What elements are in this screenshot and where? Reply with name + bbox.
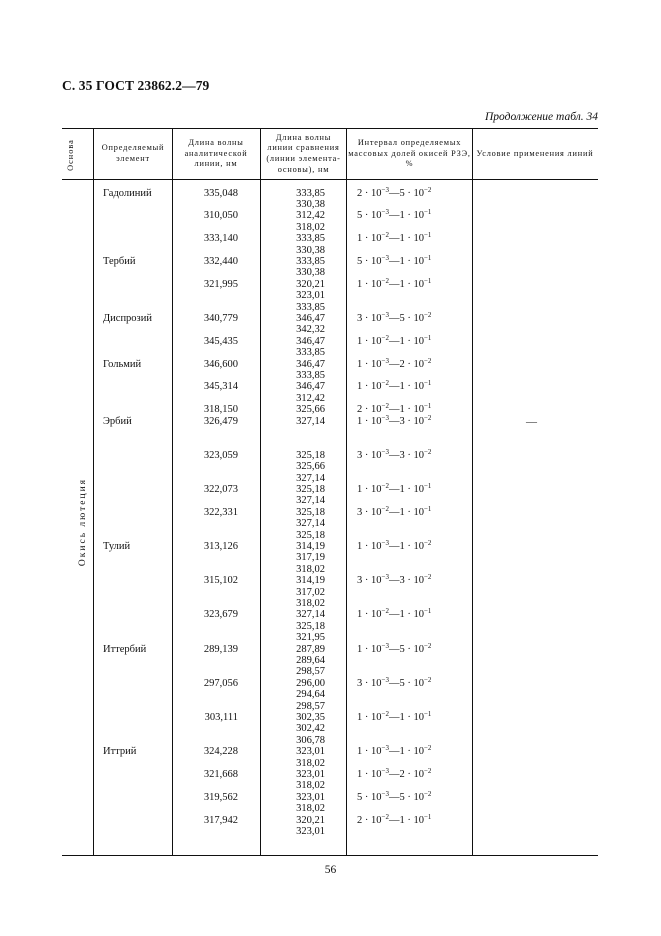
interval-range: $1 \cdot 10^{-3}—3 \cdot 10^{-2}$ [357, 413, 432, 427]
comparison-wavelength: 333,85 [296, 255, 325, 267]
interval-range: $1 \cdot 10^{-3}—1 \cdot 10^{-2}$ [357, 538, 432, 552]
analytic-wavelength: 315,102 [203, 575, 238, 587]
interval-exponent: −1 [423, 504, 432, 513]
interval-exponent: −2 [381, 231, 389, 240]
interval-coefficient: 2 [399, 768, 405, 780]
interval-range: $2 \cdot 10^{-2}—1 \cdot 10^{-1}$ [357, 812, 432, 826]
analytic-wavelength: 345,314 [203, 381, 238, 393]
interval-coefficient: 1 [399, 233, 405, 245]
interval-coefficient: 5 [399, 643, 405, 655]
interval-coefficient: 3 [357, 677, 363, 689]
analytic-wavelength: 289,139 [203, 643, 238, 655]
analytic-wavelength: 322,331 [203, 506, 238, 518]
interval-exponent: −1 [423, 812, 432, 821]
interval-range: $3 \cdot 10^{-3}—3 \cdot 10^{-2}$ [357, 447, 432, 461]
interval-range: $3 \cdot 10^{-3}—5 \cdot 10^{-2}$ [357, 310, 432, 324]
comparison-wavelength: 320,21 [296, 814, 325, 826]
interval-coefficient: 1 [399, 540, 405, 552]
interval-exponent: −3 [381, 573, 389, 582]
analytic-wavelength: 313,126 [203, 540, 238, 552]
page-header: С. 35 ГОСТ 23862.2—79 [62, 78, 210, 93]
interval-exponent: −1 [423, 709, 432, 718]
comparison-wavelength: 333,85 [296, 233, 325, 245]
comparison-wavelength: 327,14 [296, 518, 325, 530]
interval-exponent: −3 [381, 253, 389, 262]
interval-exponent: −1 [423, 208, 432, 217]
interval-coefficient: 1 [399, 404, 405, 416]
comparison-wavelength: 298,57 [296, 700, 325, 712]
comparison-wavelength: 320,21 [296, 278, 325, 290]
analytic-wavelength: 318,150 [203, 404, 238, 416]
comparison-wavelength: 325,18 [296, 483, 325, 495]
comparison-wavelength: 330,38 [296, 198, 325, 210]
comparison-wavelength: 325,66 [296, 461, 325, 473]
table-continuation-label: Продолжение табл. 34 [485, 111, 598, 123]
interval-coefficient: 1 [357, 540, 363, 552]
analytic-wavelength: 319,562 [203, 791, 238, 803]
comparison-wavelength: 302,35 [296, 711, 325, 723]
interval-range: $1 \cdot 10^{-2}—1 \cdot 10^{-1}$ [357, 276, 432, 290]
column-header-element: Определяемый элемент [101, 143, 165, 163]
comparison-wavelength: 330,38 [296, 267, 325, 279]
interval-range: $1 \cdot 10^{-3}—1 \cdot 10^{-2}$ [357, 744, 432, 758]
interval-exponent: −1 [423, 253, 432, 262]
interval-exponent: −3 [381, 641, 389, 650]
interval-coefficient: 3 [399, 415, 405, 427]
analytic-wavelength: 332,440 [203, 255, 238, 267]
interval-exponent: −1 [423, 402, 432, 411]
column-divider [346, 128, 347, 856]
interval-exponent: −3 [381, 413, 389, 422]
analytic-wavelength: 323,059 [203, 449, 238, 461]
interval-exponent: −3 [381, 789, 389, 798]
element-name: Гольмий [103, 358, 142, 370]
comparison-wavelength: 296,00 [296, 677, 325, 689]
interval-exponent: −3 [381, 447, 389, 456]
interval-coefficient: 1 [357, 358, 363, 370]
interval-range: $5 \cdot 10^{-3}—1 \cdot 10^{-1}$ [357, 253, 432, 267]
interval-range: $2 \cdot 10^{-3}—5 \cdot 10^{-2}$ [357, 185, 432, 199]
analytic-wavelength: 310,050 [203, 210, 238, 222]
interval-range: $1 \cdot 10^{-3}—2 \cdot 10^{-2}$ [357, 356, 432, 370]
comparison-wavelength: 317,19 [296, 552, 325, 564]
element-name: Тербий [103, 255, 136, 267]
interval-exponent: −2 [423, 789, 432, 798]
comparison-wavelength: 333,85 [296, 369, 325, 381]
analytic-wavelength: 297,056 [203, 677, 238, 689]
interval-coefficient: 1 [357, 643, 363, 655]
analytic-wavelength: 323,679 [203, 609, 238, 621]
comparison-wavelength: 333,85 [296, 301, 325, 313]
interval-exponent: −3 [381, 208, 389, 217]
comparison-wavelength: 323,01 [296, 825, 325, 837]
comparison-wavelength: 298,57 [296, 666, 325, 678]
element-name: Иттербий [103, 643, 147, 655]
interval-exponent: −2 [381, 481, 389, 490]
comparison-wavelength: 314,19 [296, 575, 325, 587]
comparison-wavelength: 327,14 [296, 609, 325, 621]
comparison-wavelength: 325,66 [296, 404, 325, 416]
analytic-wavelength: 345,435 [203, 335, 238, 347]
comparison-wavelength: 325,18 [296, 529, 325, 541]
comparison-wavelength: 318,02 [296, 780, 325, 792]
comparison-wavelength: 323,01 [296, 290, 325, 302]
interval-coefficient: 2 [357, 814, 363, 826]
comparison-wavelength: 317,02 [296, 586, 325, 598]
interval-coefficient: 1 [357, 233, 363, 245]
interval-range: $3 \cdot 10^{-3}—3 \cdot 10^{-2}$ [357, 573, 432, 587]
interval-coefficient: 1 [357, 415, 363, 427]
interval-coefficient: 3 [357, 449, 363, 461]
interval-exponent: −2 [423, 573, 432, 582]
comparison-wavelength: 346,47 [296, 335, 325, 347]
interval-range: $5 \cdot 10^{-3}—5 \cdot 10^{-2}$ [357, 789, 432, 803]
comparison-wavelength: 327,14 [296, 415, 325, 427]
column-header-analytic-line: Длина волны аналитической линии, нм [184, 138, 248, 169]
interval-range: $3 \cdot 10^{-2}—1 \cdot 10^{-1}$ [357, 504, 432, 518]
interval-coefficient: 1 [399, 210, 405, 222]
interval-exponent: −1 [423, 276, 432, 285]
comparison-wavelength: 318,02 [296, 803, 325, 815]
column-divider [172, 128, 173, 856]
interval-range: $1 \cdot 10^{-2}—1 \cdot 10^{-1}$ [357, 231, 432, 245]
interval-exponent: −1 [423, 231, 432, 240]
comparison-wavelength: 306,78 [296, 734, 325, 746]
comparison-wavelength: 327,14 [296, 495, 325, 507]
analytic-wavelength: 335,048 [203, 187, 238, 199]
interval-exponent: −3 [381, 356, 389, 365]
analytic-wavelength: 346,600 [203, 358, 238, 370]
interval-coefficient: 5 [357, 791, 363, 803]
interval-coefficient: 5 [357, 255, 363, 267]
comparison-wavelength: 318,02 [296, 563, 325, 575]
comparison-wavelength: 330,38 [296, 244, 325, 256]
comparison-wavelength: 302,42 [296, 723, 325, 735]
interval-coefficient: 3 [357, 506, 363, 518]
interval-coefficient: 3 [357, 575, 363, 587]
comparison-wavelength: 321,95 [296, 632, 325, 644]
interval-exponent: −2 [381, 607, 389, 616]
interval-range: $1 \cdot 10^{-2}—1 \cdot 10^{-1}$ [357, 709, 432, 723]
element-name: Диспрозий [103, 312, 152, 324]
comparison-wavelength: 333,85 [296, 347, 325, 359]
interval-coefficient: 3 [399, 575, 405, 587]
table-bottom-rule [62, 855, 598, 856]
comparison-wavelength: 323,01 [296, 746, 325, 758]
interval-coefficient: 5 [357, 210, 363, 222]
interval-range: $1 \cdot 10^{-3}—2 \cdot 10^{-2}$ [357, 766, 432, 780]
analytic-wavelength: 324,228 [203, 746, 238, 758]
interval-coefficient: 1 [399, 381, 405, 393]
interval-coefficient: 5 [399, 677, 405, 689]
page-number: 56 [324, 864, 337, 876]
interval-exponent: −3 [381, 744, 389, 753]
interval-exponent: −2 [381, 709, 389, 718]
interval-exponent: −3 [381, 310, 389, 319]
interval-exponent: −2 [423, 185, 432, 194]
interval-range: $3 \cdot 10^{-3}—5 \cdot 10^{-2}$ [357, 675, 432, 689]
interval-exponent: −2 [423, 538, 432, 547]
interval-coefficient: 1 [399, 506, 405, 518]
interval-exponent: −2 [423, 413, 432, 422]
interval-range: $5 \cdot 10^{-3}—1 \cdot 10^{-1}$ [357, 208, 432, 222]
interval-range: $1 \cdot 10^{-3}—5 \cdot 10^{-2}$ [357, 641, 432, 655]
base-material: Окись лютеция [78, 477, 88, 567]
interval-exponent: −2 [423, 744, 432, 753]
interval-range: $1 \cdot 10^{-2}—1 \cdot 10^{-1}$ [357, 333, 432, 347]
interval-coefficient: 1 [357, 335, 363, 347]
element-name: Гадолиний [103, 187, 152, 199]
interval-exponent: −3 [381, 675, 389, 684]
interval-coefficient: 1 [357, 711, 363, 723]
interval-range: $1 \cdot 10^{-2}—1 \cdot 10^{-1}$ [357, 379, 432, 393]
interval-coefficient: 1 [357, 278, 363, 290]
comparison-wavelength: 318,02 [296, 757, 325, 769]
column-header-condition: Условие применения линий [476, 148, 594, 158]
column-header-comparison-line: Длина волны линии сравнения (линии элемента-основы), нм [266, 132, 341, 174]
interval-exponent: −2 [381, 379, 389, 388]
interval-exponent: −1 [423, 379, 432, 388]
interval-exponent: −2 [381, 812, 389, 821]
interval-exponent: −2 [381, 276, 389, 285]
interval-coefficient: 1 [399, 746, 405, 758]
comparison-wavelength: 346,47 [296, 312, 325, 324]
interval-coefficient: 1 [399, 711, 405, 723]
analytic-wavelength: 340,779 [203, 312, 238, 324]
comparison-wavelength: 323,01 [296, 768, 325, 780]
interval-exponent: −2 [381, 504, 389, 513]
interval-coefficient: 1 [399, 814, 405, 826]
interval-range: $1 \cdot 10^{-2}—1 \cdot 10^{-1}$ [357, 481, 432, 495]
interval-coefficient: 1 [357, 609, 363, 621]
interval-exponent: −2 [423, 675, 432, 684]
interval-coefficient: 1 [399, 483, 405, 495]
comparison-wavelength: 314,19 [296, 540, 325, 552]
interval-exponent: −2 [423, 356, 432, 365]
interval-coefficient: 2 [357, 404, 363, 416]
interval-coefficient: 1 [399, 335, 405, 347]
comparison-wavelength: 323,01 [296, 791, 325, 803]
interval-coefficient: 1 [357, 768, 363, 780]
comparison-wavelength: 327,14 [296, 472, 325, 484]
interval-coefficient: 3 [357, 312, 363, 324]
analytic-wavelength: 321,668 [203, 768, 238, 780]
interval-exponent: −2 [423, 766, 432, 775]
interval-range: $2 \cdot 10^{-2}—1 \cdot 10^{-1}$ [357, 402, 432, 416]
column-divider [260, 128, 261, 856]
comparison-wavelength: 318,02 [296, 221, 325, 233]
interval-exponent: −2 [381, 333, 389, 342]
interval-coefficient: 2 [357, 187, 363, 199]
analytic-wavelength: 326,479 [203, 415, 238, 427]
table-top-rule [62, 128, 598, 129]
comparison-wavelength: 342,32 [296, 324, 325, 336]
analytic-wavelength: 322,073 [203, 483, 238, 495]
analytic-wavelength: 317,942 [203, 814, 238, 826]
comparison-wavelength: 333,85 [296, 187, 325, 199]
comparison-wavelength: 312,42 [296, 210, 325, 222]
element-name: Иттрий [103, 746, 137, 758]
comparison-wavelength: 287,89 [296, 643, 325, 655]
interval-coefficient: 1 [399, 609, 405, 621]
interval-coefficient: 1 [357, 746, 363, 758]
interval-exponent: −3 [381, 185, 389, 194]
interval-exponent: −3 [381, 538, 389, 547]
interval-coefficient: 5 [399, 187, 405, 199]
column-divider [472, 128, 473, 856]
interval-coefficient: 5 [399, 312, 405, 324]
interval-exponent: −2 [423, 447, 432, 456]
interval-exponent: −1 [423, 607, 432, 616]
analytic-wavelength: 333,140 [203, 233, 238, 245]
interval-coefficient: 5 [399, 791, 405, 803]
condition-value: — [526, 416, 537, 428]
comparison-wavelength: 346,47 [296, 358, 325, 370]
interval-coefficient: 1 [357, 483, 363, 495]
interval-exponent: −1 [423, 333, 432, 342]
analytic-wavelength: 303,111 [204, 711, 238, 723]
element-name: Эрбий [103, 415, 132, 427]
column-divider [93, 128, 94, 856]
interval-exponent: −1 [423, 481, 432, 490]
column-header-base: Основа [66, 139, 75, 171]
interval-coefficient: 1 [399, 255, 405, 267]
interval-coefficient: 1 [357, 381, 363, 393]
interval-exponent: −3 [381, 766, 389, 775]
table-header-rule [62, 179, 598, 180]
comparison-wavelength: 318,02 [296, 597, 325, 609]
interval-coefficient: 2 [399, 358, 405, 370]
comparison-wavelength: 294,64 [296, 689, 325, 701]
interval-range: $1 \cdot 10^{-2}—1 \cdot 10^{-1}$ [357, 607, 432, 621]
comparison-wavelength: 325,18 [296, 620, 325, 632]
comparison-wavelength: 289,64 [296, 654, 325, 666]
interval-coefficient: 1 [399, 278, 405, 290]
interval-coefficient: 3 [399, 449, 405, 461]
column-header-interval: Интервал определяемых массовых долей окисей РЗЭ, % [348, 138, 471, 169]
element-name: Тулий [103, 540, 131, 552]
comparison-wavelength: 346,47 [296, 381, 325, 393]
comparison-wavelength: 325,18 [296, 506, 325, 518]
comparison-wavelength: 312,42 [296, 392, 325, 404]
interval-exponent: −2 [423, 641, 432, 650]
interval-exponent: −2 [381, 402, 389, 411]
comparison-wavelength: 325,18 [296, 449, 325, 461]
interval-exponent: −2 [423, 310, 432, 319]
analytic-wavelength: 321,995 [203, 278, 238, 290]
